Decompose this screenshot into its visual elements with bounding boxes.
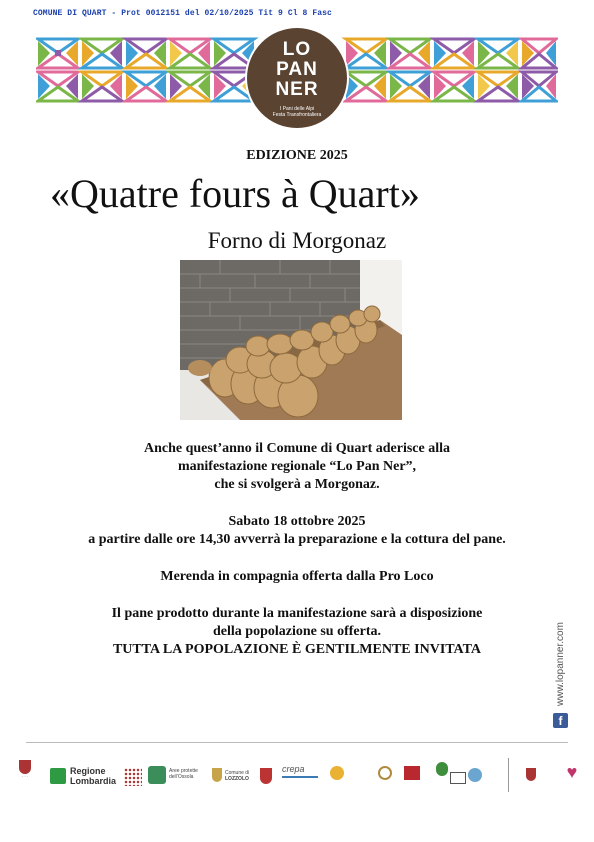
logo-line-3: NER (275, 79, 319, 100)
red-square-logo (404, 766, 422, 784)
event-title: «Quatre fours à Quart» (50, 171, 420, 216)
comune-lozzolo-logo (212, 766, 254, 790)
intro-line-2: manifestazione regionale “Lo Pan Ner”, (177, 459, 417, 474)
crepa-text: crepa (282, 764, 305, 774)
intro-line-3: che si svolgerà a Morgonaz. (214, 477, 380, 492)
intro-line-1: Anche quest’anno il Comune di Quart aderisce alla (143, 441, 451, 456)
footer-divider (26, 742, 568, 743)
logo-tagline-1: I Pani delle Alpi (279, 106, 315, 112)
regione-lombardia-text-2: Lombardia (70, 776, 117, 786)
event-date: Sabato 18 ottobre 2025 (228, 514, 366, 529)
regione-lombardia-logo (50, 766, 120, 788)
lozzolo-text-1: Comune di (225, 770, 250, 776)
crest-logo-2 (258, 766, 274, 788)
footer-separator (508, 758, 509, 792)
dotted-grid-logo (124, 768, 144, 786)
aree-protette-text: Aree protette dell’Ossola (169, 768, 198, 780)
aree-protette-ossola-logo (148, 764, 210, 790)
bread-line-1: Il pane prodotto durante la manifestazione sarà a disposizione (111, 606, 483, 621)
protocol-stamp: COMUNE DI QUART - Prot 0012151 del 02/10/2025 Tit 9 Cl 8 Fasc (33, 9, 332, 18)
comune-crest-logo: · · · (12, 760, 38, 790)
invitation-line: TUTTA LA POPOLAZIONE È GENTILMENTE INVITATA (112, 642, 482, 657)
regione-lombardia-text-1: Regione (70, 766, 106, 776)
unesco-group-logo (436, 760, 492, 790)
circle-yellow-logo (330, 766, 364, 788)
bread-line-2: della popolazione su offerta. (213, 624, 381, 639)
logo-line-2: PAN (276, 59, 318, 80)
lozzolo-text-2: LOZZOLO (225, 776, 249, 782)
facebook-icon[interactable]: f (553, 713, 568, 728)
website-text[interactable]: www.lopanner.com (555, 622, 566, 706)
collaboration-crest-logo (520, 764, 542, 790)
logo-line-1: LO (282, 39, 312, 60)
crepa-logo (282, 764, 328, 790)
logo-tagline-2: Festa Transfrontaliera (272, 112, 322, 118)
heart-tree-logo: ♥ (566, 762, 578, 782)
event-time: a partire dalle ore 14,30 avverrà la preparazione e la cottura del pane. (88, 532, 506, 547)
round-crest-logo (378, 766, 394, 784)
edition-label: EDIZIONE 2025 (246, 148, 348, 163)
lo-pan-ner-logo (247, 28, 347, 128)
website-link[interactable] (548, 612, 570, 707)
snack-line: Merenda in compagnia offerta dalla Pro Loco (160, 569, 434, 584)
sponsor-logos-strip (12, 756, 584, 796)
event-subtitle: Forno di Morgonaz (207, 228, 387, 253)
bread-loaves-photo (180, 260, 402, 420)
